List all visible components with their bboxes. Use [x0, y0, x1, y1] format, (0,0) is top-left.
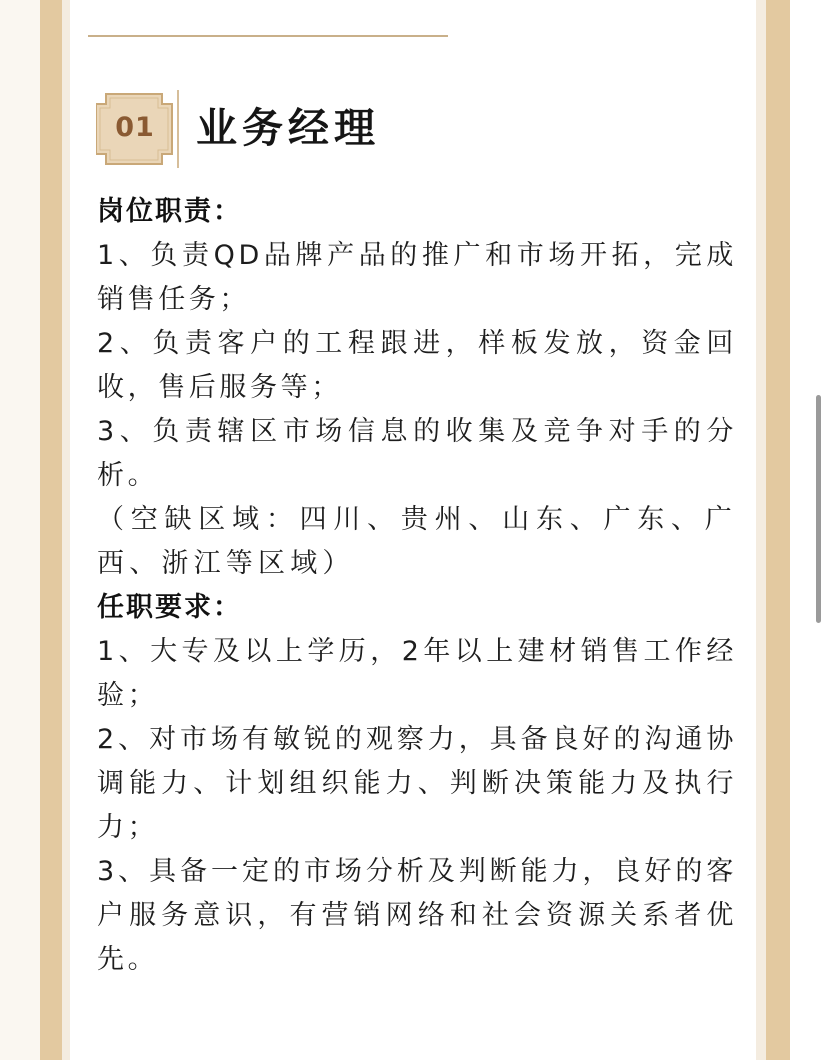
duty-item: 2、负责客户的工程跟进，样板发放，资金回收，售后服务等；: [97, 328, 737, 403]
badge-number: 01: [115, 112, 155, 143]
scrollbar-thumb[interactable]: [816, 395, 821, 623]
job-description: [97, 190, 737, 982]
duty-item: 1、负责QD品牌产品的推广和市场开拓，完成销售任务；: [97, 240, 737, 315]
top-divider: [88, 35, 448, 37]
requirement-item: 1、大专及以上学历，2年以上建材销售工作经验；: [97, 636, 737, 711]
job-title: 业务经理: [196, 104, 380, 152]
section-number-badge: [96, 90, 180, 168]
right-margin: [790, 0, 828, 1060]
left-frame-border: [40, 0, 62, 1060]
right-inner-edge: [756, 0, 766, 1060]
duties-heading: 岗位职责：: [97, 196, 242, 227]
duty-item: 3、负责辖区市场信息的收集及竞争对手的分析。: [97, 416, 737, 491]
vacancy-regions: （空缺区域：四川、贵州、山东、广东、广西、浙江等区域）: [97, 504, 737, 579]
left-inner-edge: [62, 0, 70, 1060]
requirement-item: 3、具备一定的市场分析及判断能力，良好的客户服务意识，有营销网络和社会资源关系者优先。: [97, 856, 737, 975]
right-frame-border: [766, 0, 790, 1060]
requirement-item: 2、对市场有敏锐的观察力，具备良好的沟通协调能力、计划组织能力、判断决策能力及执行力；: [97, 724, 737, 843]
requirements-heading: 任职要求：: [97, 592, 242, 623]
